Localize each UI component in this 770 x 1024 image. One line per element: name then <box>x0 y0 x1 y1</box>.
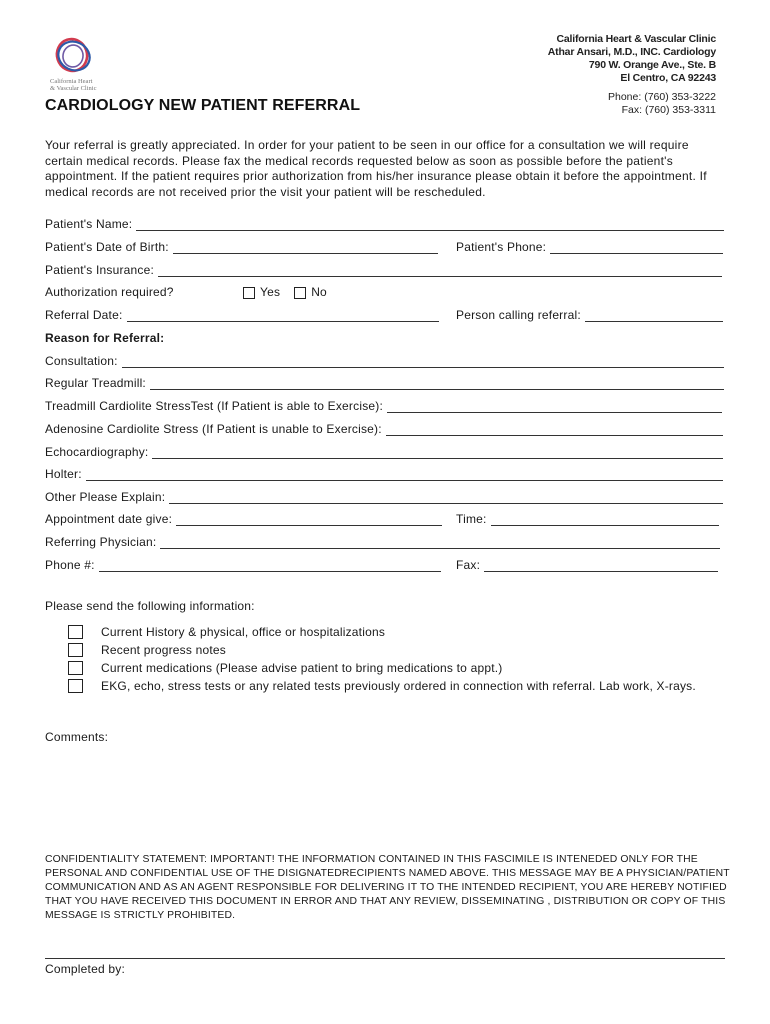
insurance-row <box>45 261 722 277</box>
fax-field[interactable] <box>484 559 718 572</box>
authorization-yes-label: Yes <box>260 285 281 299</box>
treadmill-row <box>45 374 724 390</box>
person-calling-field[interactable] <box>585 309 723 322</box>
echo-label: Echocardiography: <box>45 445 149 459</box>
clinic-address-line-2: El Centro, CA 92243 <box>620 72 716 84</box>
authorization-no-checkbox[interactable] <box>294 287 306 299</box>
confidentiality-statement: CONFIDENTIALITY STATEMENT: IMPORTANT! THE INFORMATION CONTAINED IN THIS FASCIMILE IS INTENEDED ONLY FOR THE PERSONAL AND CONFIDENTIAL USE OF THE DISIGNATEDRECIPIENTS NAMED ABOVE. THIS MESSAGE MAY BE A PHYSICIAN/PATIENT COMMUNICATION AND AS AN AGENT RESPONSIBLE FOR DELIVERING IT TO THE INTENDED RECIPIENT, YOU ARE HEREBY NOTIFIED THAT YOU HAVE RECEIVED THIS DOCUMENT IN ERROR AND THAT ANY REVIEW, DISSEMINATING , DISTRIBUTION OR COPY OF THIS MESSAGE IS STRICTLY PROHIBITED. <box>45 854 730 921</box>
patient-name-label: Patient's Name: <box>45 217 133 231</box>
heart-rings-logo-icon <box>50 34 98 78</box>
patient-name-row <box>45 215 724 231</box>
adenosine-field[interactable] <box>386 423 723 436</box>
time-label: Time: <box>456 512 487 526</box>
echo-field[interactable] <box>152 446 723 459</box>
intro-paragraph: Your referral is greatly appreciated. In order for your patient to be seen in our office for a consultation we will require certain medical records. Please fax the medical records requested below as soon as possible before the patient's appointment. If the patient requires prior authorization from his/her insurance please obtain it before the appointment. If medical records are not received prior the visit your patient will be rescheduled. <box>45 138 707 199</box>
referral-date-row <box>45 306 439 322</box>
authorization-label: Authorization required? <box>45 285 174 299</box>
medications-checkbox[interactable] <box>68 661 83 675</box>
time-field[interactable] <box>491 513 719 526</box>
clinic-info <box>548 33 716 85</box>
referral-date-label: Referral Date: <box>45 308 123 322</box>
authorization-options <box>243 283 363 299</box>
comments-label: Comments: <box>45 730 109 744</box>
clinic-phone: Phone: (760) 353-3222 <box>608 91 716 103</box>
person-calling-row <box>456 306 723 322</box>
appt-date-row <box>45 510 442 526</box>
referral-date-field[interactable] <box>127 309 440 322</box>
insurance-field[interactable] <box>158 264 722 277</box>
appt-date-label: Appointment date give: <box>45 512 173 526</box>
clinic-doctor: Athar Ansari, M.D., INC. Cardiology <box>547 46 716 58</box>
phone-no-row <box>45 556 441 572</box>
list-item: Recent progress notes <box>68 642 701 660</box>
clinic-fax: Fax: (760) 353-3311 <box>621 104 716 116</box>
time-row <box>456 510 719 526</box>
clinic-address-line-1: 790 W. Orange Ave., Ste. B <box>588 59 716 71</box>
patient-phone-label: Patient's Phone: <box>456 240 547 254</box>
fax-label: Fax: <box>456 558 481 572</box>
holter-label: Holter: <box>45 467 82 481</box>
holter-row <box>45 465 723 481</box>
other-label: Other Please Explain: <box>45 490 166 504</box>
referring-physician-label: Referring Physician: <box>45 535 157 549</box>
authorization-yes-checkbox[interactable] <box>243 287 255 299</box>
treadmill-field[interactable] <box>150 377 724 390</box>
list-item: Current History & physical, office or hospitalizations <box>68 624 701 642</box>
clinic-logo <box>44 34 114 94</box>
list-item: EKG, echo, stress tests or any related tests previously ordered in connection with referral. Lab work, X-rays. <box>68 678 701 696</box>
progress-notes-checkbox[interactable] <box>68 643 83 657</box>
treadmill-label: Regular Treadmill: <box>45 376 146 390</box>
treadmill-cardiolite-row <box>45 397 722 413</box>
person-calling-label: Person calling referral: <box>456 308 581 322</box>
holter-field[interactable] <box>86 468 723 481</box>
reason-heading: Reason for Referral: <box>45 331 165 345</box>
treadmill-cardiolite-field[interactable] <box>387 400 722 413</box>
patient-phone-field[interactable] <box>550 241 723 254</box>
adenosine-row <box>45 420 723 436</box>
consultation-label: Consultation: <box>45 354 118 368</box>
completed-by-line[interactable] <box>45 958 725 959</box>
consultation-row <box>45 352 724 368</box>
completed-by-label: Completed by: <box>45 962 125 976</box>
consultation-field[interactable] <box>122 355 724 368</box>
other-field[interactable] <box>169 491 723 504</box>
authorization-no-label: No <box>311 285 327 299</box>
dob-row <box>45 238 438 254</box>
fax-row <box>456 556 718 572</box>
other-row <box>45 488 723 504</box>
referring-physician-row <box>45 533 720 549</box>
patient-phone-row <box>456 238 723 254</box>
clinic-contact <box>608 91 716 117</box>
phone-no-field[interactable] <box>99 559 441 572</box>
appt-date-field[interactable] <box>176 513 442 526</box>
insurance-label: Patient's Insurance: <box>45 263 155 277</box>
list-item: Current medications (Please advise patient to bring medications to appt.) <box>68 660 701 678</box>
adenosine-label: Adenosine Cardiolite Stress (If Patient is unable to Exercise): <box>45 422 382 436</box>
send-info-checklist <box>68 624 701 696</box>
referring-physician-field[interactable] <box>160 536 720 549</box>
echo-row <box>45 443 723 459</box>
phone-no-label: Phone #: <box>45 558 95 572</box>
treadmill-cardiolite-label: Treadmill Cardiolite StressTest (If Patient is able to Exercise): <box>45 399 384 413</box>
history-checkbox[interactable] <box>68 625 83 639</box>
send-info-heading: Please send the following information: <box>45 599 255 613</box>
dob-field[interactable] <box>173 241 438 254</box>
logo-text: California Heart & Vascular Clinic <box>50 78 97 92</box>
dob-label: Patient's Date of Birth: <box>45 240 169 254</box>
page-title: CARDIOLOGY NEW PATIENT REFERRAL <box>45 97 361 114</box>
patient-name-field[interactable] <box>136 218 724 231</box>
clinic-name: California Heart & Vascular Clinic <box>556 33 716 45</box>
tests-checkbox[interactable] <box>68 679 83 693</box>
